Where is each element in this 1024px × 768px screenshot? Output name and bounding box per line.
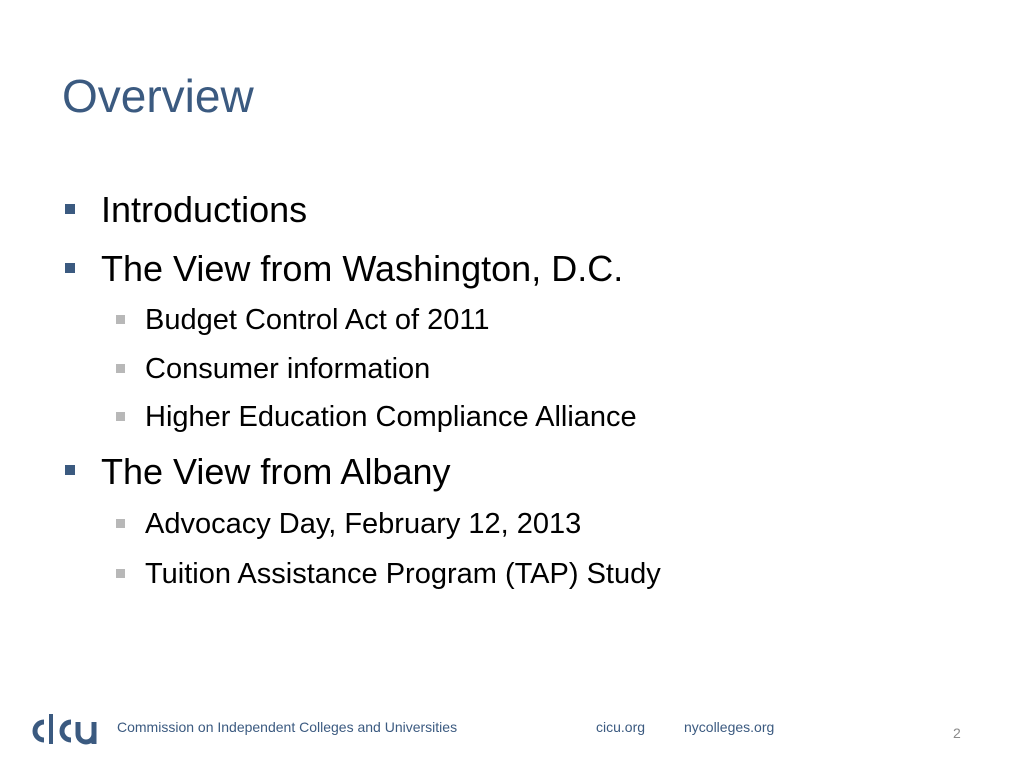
page-number: 2	[953, 725, 961, 741]
cicu-logo	[28, 712, 102, 746]
bullet-item: Introductions	[101, 189, 308, 230]
sub-bullet-item: Higher Education Compliance Alliance	[145, 401, 637, 433]
bullet-marker	[65, 263, 75, 273]
bullet-marker	[65, 465, 75, 475]
bullet-item: The View from Washington, D.C.	[101, 248, 624, 289]
sub-bullet-item: Consumer information	[145, 353, 431, 385]
footer-link-nycolleges[interactable]: nycolleges.org	[684, 719, 775, 735]
sub-bullet-marker	[116, 364, 125, 373]
sub-bullet-marker	[116, 412, 125, 421]
sub-bullet-item: Advocacy Day, February 12, 2013	[145, 508, 582, 540]
bullet-item: The View from Albany	[101, 451, 451, 492]
bullet-marker	[65, 204, 75, 214]
slide-title: Overview	[62, 70, 254, 122]
sub-bullet-marker	[116, 519, 125, 528]
footer-org-name: Commission on Independent Colleges and Universities	[117, 719, 458, 735]
sub-bullet-marker	[116, 569, 125, 578]
sub-bullet-marker	[116, 315, 125, 324]
sub-bullet-item: Tuition Assistance Program (TAP) Study	[145, 558, 661, 590]
footer-link-cicu[interactable]: cicu.org	[596, 719, 646, 735]
sub-bullet-item: Budget Control Act of 2011	[145, 304, 490, 336]
